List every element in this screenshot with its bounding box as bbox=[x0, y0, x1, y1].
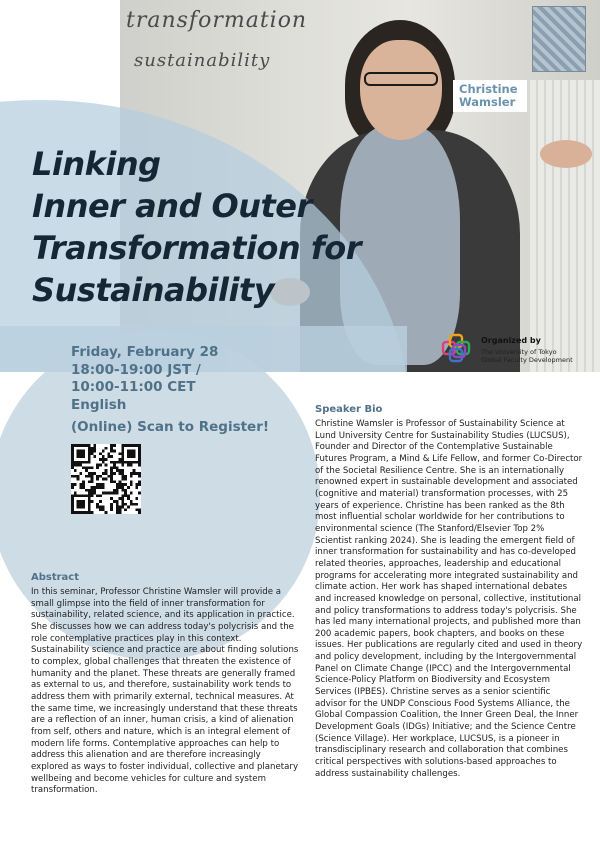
register-prompt: (Online) Scan to Register! bbox=[71, 419, 270, 435]
organizer-logo-icon bbox=[441, 333, 473, 365]
speaker-hand bbox=[540, 140, 592, 168]
registration-qr-code[interactable] bbox=[71, 444, 141, 514]
whiteboard-text-1: transformation bbox=[126, 8, 308, 33]
speaker-glasses bbox=[364, 72, 438, 86]
speaker-bio-heading: Speaker Bio bbox=[315, 404, 383, 415]
title-line-1: Linking bbox=[32, 145, 161, 183]
organizer-name-line-1: The University of Tokyo bbox=[481, 348, 557, 356]
page-title bbox=[32, 143, 361, 311]
organizer-block bbox=[441, 333, 591, 373]
event-date: Friday, February 28 bbox=[71, 344, 219, 360]
event-time-jst: 18:00-19:00 JST / bbox=[71, 361, 201, 378]
event-language: English bbox=[71, 396, 127, 413]
organizer-name bbox=[481, 348, 591, 364]
abstract-heading: Abstract bbox=[31, 572, 80, 583]
background-door bbox=[530, 80, 600, 372]
speaker-face bbox=[360, 40, 442, 140]
abstract-text: In this seminar, Professor Christine Wamsler will provide a small glimpse into the field of inner transformation for sustainability, related science, and its application in practice. She discusses how we can address today's polycrisis and the role contemplative practices play in this context. Sustainability science and practice are about finding solutions to complex, global challenges that threaten the existence of humanity and the planet. These threats are generally framed as external to us, and therefore, sustainability work tends to address them with primarily external, technical measures. At the same time, we increasingly understand that these threats are a reflection of an inner, human crisis, a kind of alienation from self, others and nature, which is an integral element of modern life forms. Contemplative approaches can help to address this alienation and are therefore increasingly explored as ways to foster individual, collective and planetary wellbeing and become vehicles for culture and system transformation. bbox=[31, 587, 299, 796]
event-time-cet: 10:00-11:00 CET bbox=[71, 379, 196, 395]
wall-poster bbox=[532, 6, 586, 72]
speaker-bio-text: Christine Wamsler is Professor of Sustainability Science at Lund University Centre for Sustainability Studies (LUCSUS), Founder and Director of the Contemplative Sustainable Futures Program, a Mind & Life Fellow, and former Co-Director of the Societal Resilience Centre. She is an internationally renowned expert in sustainable development and associated (cognitive and material) transformation processes, with 25 years of experience. Christine has been ranked as the 8th most influential scholar worldwide for her contributions to environmental science (The Stanford/Elsevier Top 2% Scientist ranking 2024). She is leading the emergent field of inner transformation for sustainability and has co-developed related theories, approaches, leadership and educational programs for accelerating more integrated sustainability and climate action. Her work has shaped international debates and increased knowledge on personal, collective, institutional and policy transformations to address today's polycrisis. She has led many international projects, and published more than 200 academic papers, book chapters, and books on these issues. Her publications are regularly cited and used in theory and policy development, including by the Intergovernmental Panel on Climate Change (IPCC) and the Intergovernmental Science-Policy Platform on Biodiversity and Ecosystem Services (IPBES). Christine serves as a senior scientific advisor for the UNDP Conscious Food Systems Alliance, the Global Compassion Coalition, the Inner Green Deal, the Inner Development Goals (IDGs) Initiative; and the Science Centre (Science Village). Her workplace, LUCSUS, is a pioneer in transdisciplinary research and collaboration that combines critical perspectives with solutions-based approaches to address sustainability challenges. bbox=[315, 419, 583, 779]
organizer-name-line-2: Global Faculty Development bbox=[481, 356, 573, 364]
whiteboard-text-2: sustainability bbox=[134, 50, 271, 71]
title-line-4: Sustainability bbox=[32, 271, 275, 309]
title-line-3: Transformation for bbox=[32, 229, 361, 267]
organized-by-label: Organized by bbox=[481, 336, 541, 345]
title-line-2: Inner and Outer bbox=[32, 187, 312, 225]
speaker-name-tag: Christine Wamsler bbox=[453, 80, 527, 112]
event-details bbox=[71, 344, 218, 414]
